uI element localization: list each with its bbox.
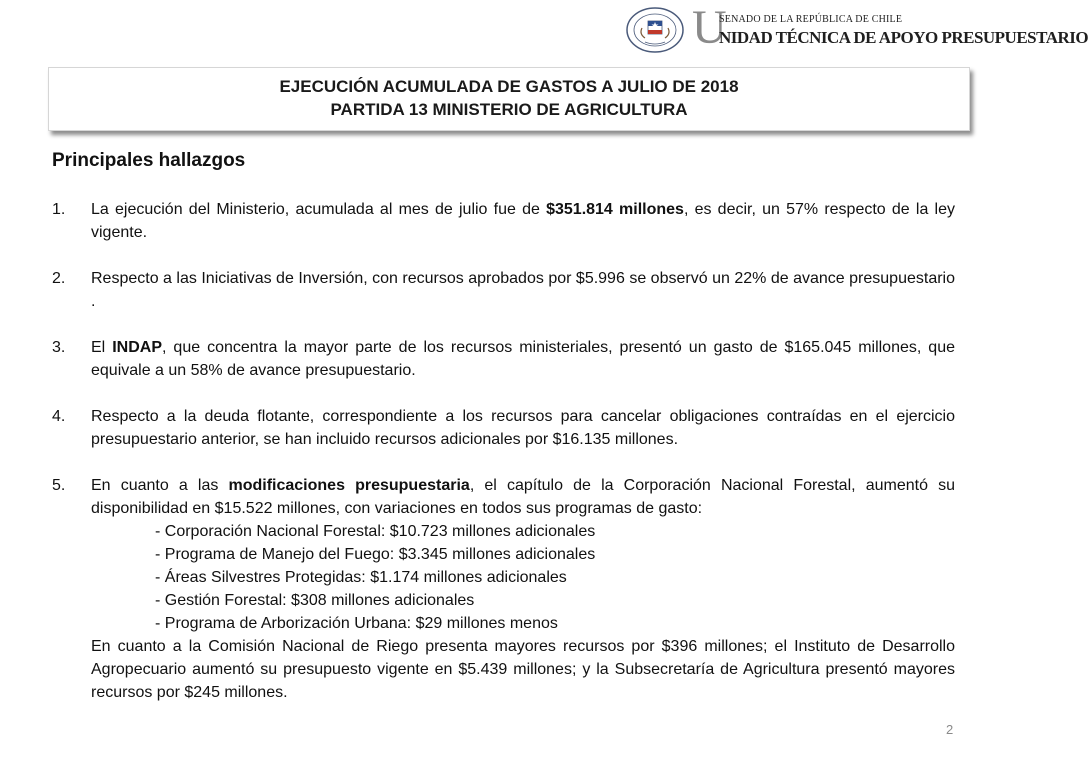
page-number: 2	[946, 722, 954, 737]
finding-text: La ejecución del Ministerio, acumulada al mes de julio fue de	[91, 201, 547, 218]
finding-item	[52, 474, 955, 704]
finding-closing-paragraph: En cuanto a la Comisión Nacional de Riego presenta mayores recursos por $396 millones; el Instituto de Desarrollo Agropecuario aumentó su presupuesto vigente en $5.439 millones; y la Subsecretaría de Agricultura presentó mayores recursos por $245 millones.	[91, 638, 955, 701]
findings-list	[52, 198, 955, 704]
section-heading: Principales hallazgos	[52, 150, 246, 171]
finding-number: 5.	[52, 477, 66, 494]
finding-item	[52, 198, 955, 244]
unidad-tecnica-logo	[625, 1, 1088, 54]
finding-number: 3.	[52, 339, 66, 356]
senado-seal-icon	[625, 6, 689, 54]
finding-number: 4.	[52, 408, 66, 425]
finding-text: , el capítulo de la Corporación Nacional Forestal, aumentó su disponibilidad en $15.522 millones, con variaciones en todos sus programas de gasto:	[91, 477, 955, 517]
finding-highlight: INDAP	[112, 339, 162, 356]
finding-item	[52, 405, 955, 451]
finding-text: Respecto a la deuda flotante, correspondiente a los recursos para cancelar obligaciones contraídas en el ejercicio presupuestario anterior, se han incluido recursos adicionales por $16.135 millones.	[91, 408, 955, 448]
finding-highlight: modificaciones presupuestaria	[228, 477, 470, 494]
program-variation-item: - Áreas Silvestres Protegidas: $1.174 millones adicionales	[155, 569, 567, 586]
page-title: EJECUCIÓN ACUMULADA DE GASTOS A JULIO DE 2018	[279, 77, 739, 96]
finding-number: 1.	[52, 201, 66, 218]
program-variation-item: - Programa de Manejo del Fuego: $3.345 millones adicionales	[155, 546, 596, 563]
logo-initial: U	[692, 1, 727, 54]
program-variation-item: - Gestión Forestal: $308 millones adicionales	[155, 592, 475, 609]
finding-text: , es decir, un 57% respecto de la ley vigente.	[91, 201, 955, 241]
title-box	[48, 67, 970, 131]
finding-number: 2.	[52, 270, 66, 287]
finding-item	[52, 336, 955, 382]
program-variation-item: - Corporación Nacional Forestal: $10.723 millones adicionales	[155, 523, 596, 540]
senado-label: SENADO DE LA REPÚBLICA DE CHILE	[719, 14, 903, 25]
finding-item	[52, 267, 955, 313]
unidad-label: NIDAD TÉCNICA DE APOYO PRESUPUESTARIO	[719, 28, 1088, 47]
finding-text: Respecto a las Iniciativas de Inversión, con recursos aprobados por $5.996 se observó un 22% de avance presupuestario .	[91, 270, 955, 310]
page-subtitle: PARTIDA 13 MINISTERIO DE AGRICULTURA	[330, 100, 688, 119]
finding-highlight: $351.814 millones	[546, 201, 684, 218]
program-variation-item: - Programa de Arborización Urbana: $29 millones menos	[155, 615, 558, 632]
finding-text: En cuanto a las	[91, 477, 229, 494]
finding-text: El	[91, 339, 113, 356]
finding-text: , que concentra la mayor parte de los recursos ministeriales, presentó un gasto de $165.045 millones, que equivale a un 58% de avance presupuestario.	[91, 339, 956, 379]
